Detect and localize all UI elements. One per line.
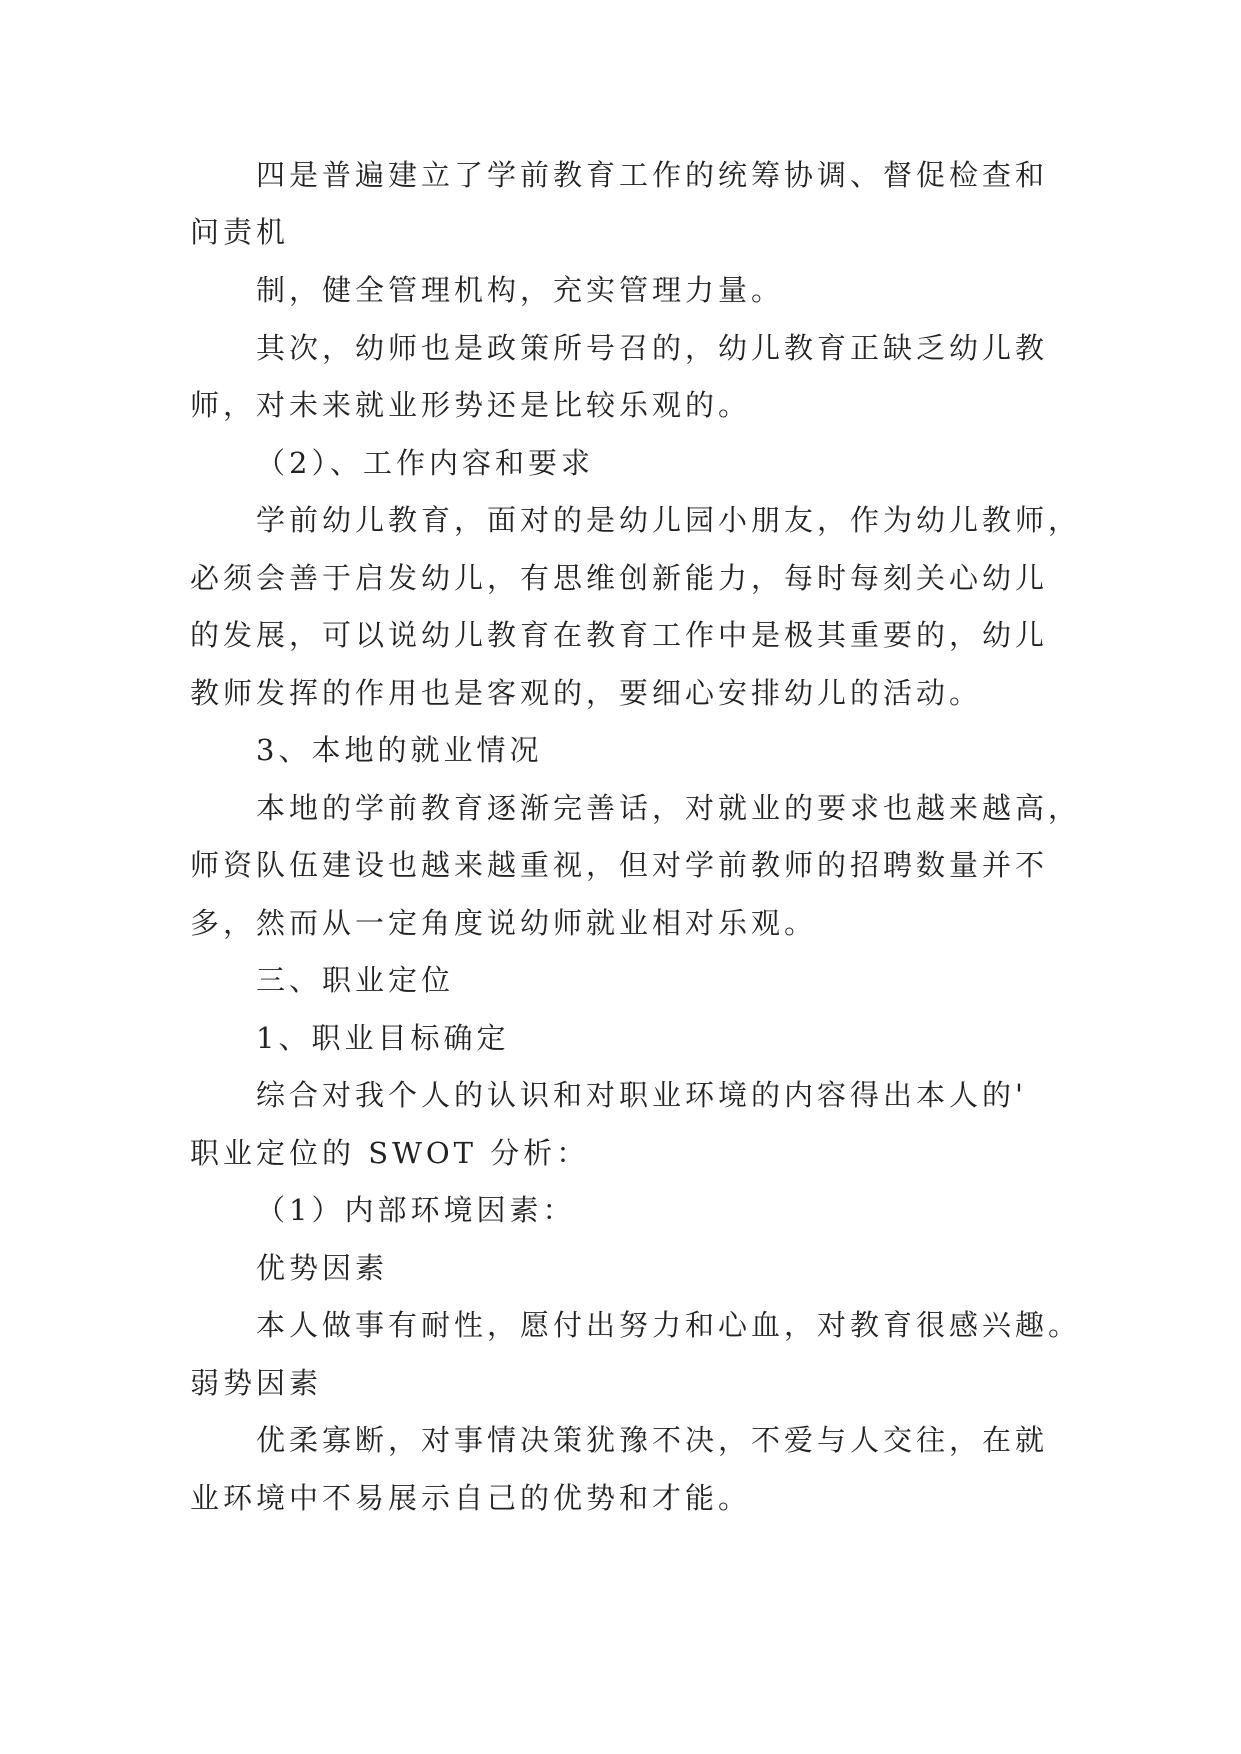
paragraph-line: 职业定位的 SWOT 分析： xyxy=(190,1136,590,1170)
paragraph-line: 教师发挥的作用也是客观的，要细心安排幼儿的活动。 xyxy=(190,676,983,710)
subheading: 优势因素 xyxy=(256,1251,389,1285)
section-heading: （2）、工作内容和要求 xyxy=(256,446,594,480)
paragraph-line: 本地的学前教育逐渐完善话，对就业的要求也越来越高， xyxy=(256,791,1082,825)
paragraph-line: 的发展，可以说幼儿教育在教育工作中是极其重要的，幼儿 xyxy=(190,618,1049,652)
paragraph-line: 其次，幼师也是政策所号召的，幼儿教育正缺乏幼儿教 xyxy=(256,331,1049,365)
section-heading: 1、职业目标确定 xyxy=(256,1021,510,1055)
paragraph-line: 师，对未来就业形势还是比较乐观的。 xyxy=(190,388,752,422)
paragraph-line: 师资队伍建设也越来越重视，但对学前教师的招聘数量并不 xyxy=(190,848,1049,882)
paragraph-line: 问责机 xyxy=(190,215,290,249)
subheading: 弱势因素 xyxy=(190,1366,323,1400)
paragraph-line: 本人做事有耐性，愿付出努力和心血，对教育很感兴趣。 xyxy=(256,1308,1082,1342)
paragraph-line: 必须会善于启发幼儿，有思维创新能力，每时每刻关心幼儿 xyxy=(190,561,1049,595)
paragraph-line: 优柔寡断，对事情决策犹豫不决，不爱与人交往，在就 xyxy=(256,1423,1049,1457)
section-heading: 3、本地的就业情况 xyxy=(256,733,543,767)
paragraph-line: 多，然而从一定角度说幼师就业相对乐观。 xyxy=(190,906,818,940)
section-heading: （1）内部环境因素： xyxy=(256,1193,576,1227)
paragraph-line: 综合对我个人的认识和对职业环境的内容得出本人的' xyxy=(256,1078,1027,1112)
paragraph-line: 学前幼儿教育，面对的是幼儿园小朋友，作为幼儿教师， xyxy=(256,503,1082,537)
paragraph-line: 四是普遍建立了学前教育工作的统筹协调、督促检查和 xyxy=(256,158,1049,192)
section-heading: 三、职业定位 xyxy=(256,963,455,997)
paragraph-line: 制，健全管理机构，充实管理力量。 xyxy=(256,273,785,307)
paragraph-line: 业环境中不易展示自己的优势和才能。 xyxy=(190,1481,752,1515)
